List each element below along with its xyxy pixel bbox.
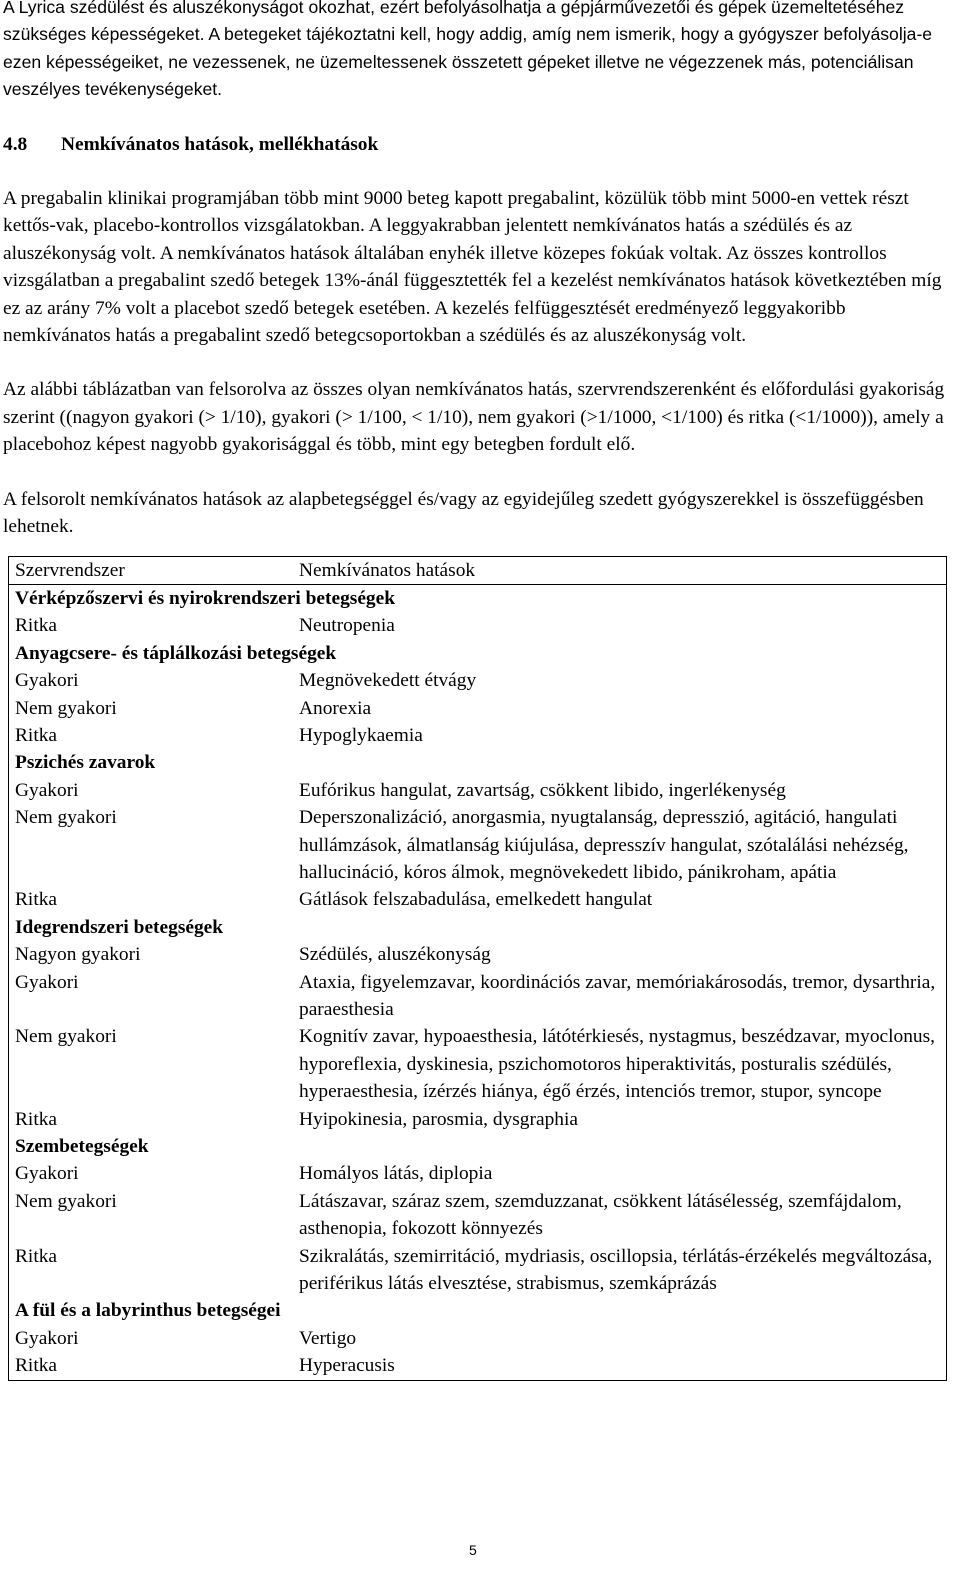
frequency-cell: Nem gyakori [15, 1026, 117, 1048]
frequency-cell: Ritka [15, 1108, 58, 1130]
frequency-cell: Ritka [15, 889, 58, 911]
body-paragraph-2: Az alábbi táblázatban van felsorolva az összes olyan nemkívánatos hatás, szervrendszerenként és előfordulási gyakoriság szerint ((nagyon gyakori (> 1/10), gyakori (> 1/100, < 1/10), nem gyakori (>1/1000, <1/100) és ritka (<1/1000)), amely a placebohoz képest nagyobb gyakorisággal és több, mint egy betegben fordult elő. [3, 379, 945, 456]
effects-cell: Hyperacusis [299, 1355, 395, 1377]
frequency-cell: Nem gyakori [15, 697, 117, 719]
table-header-row [9, 556, 947, 584]
table-row [9, 1352, 947, 1380]
body-paragraph-1: A pregabalin klinikai programjában több mint 9000 beteg kapott pregabalint, közülük több mint 5000-en vettek részt kettős-vak, placebo-kontrollos vizsgálatokban. A leggyakrabban jelentett nemkívánatos hatás a szédülés és az aluszékonyság volt. A nemkívánatos hatások általában enyhék illetve közepes fokúak voltak. Az összes kontrollos vizsgálatban a pregabalint szedő betegek 13%-ánál függesztették fel a kezelést nemkívánatos hatások következtében míg ez az arány 7% volt a placebot szedő betegek esetében. A kezelés felfüggesztését eredményező leggyakoribb nemkívánatos hatás a pregabalint szedő betegcsoportokban a szédülés és az aluszékonyság volt. [3, 188, 942, 347]
section-number: 4.8 [3, 133, 28, 155]
header-effects: Nemkívánatos hatások [293, 556, 947, 584]
frequency-cell: Gyakori [15, 1327, 79, 1349]
table-row [9, 941, 947, 968]
table-row [9, 1188, 947, 1243]
table-row [9, 612, 947, 639]
frequency-cell: Nem gyakori [15, 807, 117, 829]
frequency-cell: Gyakori [15, 670, 79, 692]
effects-cell: Hypoglykaemia [299, 724, 423, 746]
effects-cell: Szédülés, aluszékonyság [299, 944, 491, 966]
system-group-row [9, 914, 947, 941]
page-number: 5 [469, 1542, 477, 1558]
effects-cell: Eufórikus hangulat, zavartság, csökkent libido, ingerlékenység [299, 779, 786, 801]
body-paragraph-3: A felsorolt nemkívánatos hatások az alapbetegséggel és/vagy az egyidejűleg szedett gyógyszerekkel is összefüggésben lehetnek. [3, 488, 924, 538]
intro-paragraph: A Lyrica szédülést és aluszékonyságot okozhat, ezért befolyásolhatja a gépjárművezetői és gépek üzemeltetéséhez szükséges képességeket. A betegeket tájékoztatni kell, hogy addig, amíg nem ismerik, hogy a gyógyszer befolyásolja-e ezen képességeiket, ne vezessenek, ne üzemeltessenek összetett gépeket illetve ne végezzenek más, potenciálisan veszélyes tevékenységeket. [3, 0, 933, 100]
table-row [9, 777, 947, 804]
frequency-cell: Ritka [15, 1245, 58, 1267]
effects-cell: Gátlások felszabadulása, emelkedett hangulat [299, 889, 653, 911]
frequency-cell: Gyakori [15, 971, 79, 993]
table-row [9, 1325, 947, 1352]
effects-cell: Ataxia, figyelemzavar, koordinációs zavar, memóriakárosodás, tremor, dysarthria, paraesthesia [299, 971, 936, 1020]
effects-cell: Deperszonalizáció, anorgasmia, nyugtalanság, depresszió, agitáció, hangulati hullámzások, álmatlanság kiújulása, depresszív hangulat, szótalálási nehézség, hallucináció, kóros álmok, megnövekedett libido, pánikroham, apátia [299, 807, 909, 883]
effects-cell: Homályos látás, diplopia [299, 1163, 493, 1185]
system-name: Idegrendszeri betegségek [15, 916, 224, 938]
table-row [9, 886, 947, 913]
frequency-cell: Gyakori [15, 1163, 79, 1185]
section-title: Nemkívánatos hatások, mellékhatások [61, 133, 379, 155]
frequency-cell: Ritka [15, 615, 58, 637]
table-row [9, 1106, 947, 1133]
frequency-cell: Ritka [15, 1355, 58, 1377]
system-name: Vérképzőszervi és nyirokrendszeri betegségek [15, 587, 396, 609]
table-row [9, 804, 947, 886]
system-group-row [9, 640, 947, 667]
system-name: A fül és a labyrinthus betegségei [15, 1300, 281, 1322]
frequency-cell: Nem gyakori [15, 1190, 117, 1212]
effects-cell: Hyipokinesia, parosmia, dysgraphia [299, 1108, 578, 1130]
effects-cell: Kognitív zavar, hypoaesthesia, látótérkiesés, nystagmus, beszédzavar, myoclonus, hyporeflexia, dyskinesia, pszichomotoros hiperaktivitás, posturalis szédülés, hyperaesthesia, ízérzés hiánya, égő érzés, intenciós tremor, stupor, syncope [299, 1026, 935, 1103]
effects-cell: Látászavar, száraz szem, szemduzzanat, csökkent látásélesség, szemfájdalom, asthenopia, fokozott könnyezés [299, 1190, 902, 1240]
table-row [9, 1160, 947, 1187]
table-row [9, 667, 947, 694]
table-row [9, 695, 947, 722]
table-row [9, 1243, 947, 1298]
adverse-effects-table [8, 556, 947, 1381]
table-row [9, 969, 947, 1024]
system-name: Szembetegségek [15, 1136, 149, 1158]
system-group-row [9, 584, 947, 612]
effects-cell: Anorexia [299, 697, 372, 719]
system-name: Anyagcsere- és táplálkozási betegségek [15, 642, 337, 664]
effects-cell: Megnövekedett étvágy [299, 670, 477, 692]
system-group-row [9, 1297, 947, 1324]
frequency-cell: Nagyon gyakori [15, 944, 141, 966]
section-heading [3, 131, 954, 158]
system-group-row [9, 1133, 947, 1160]
table-row [9, 1023, 947, 1105]
table-row [9, 722, 947, 749]
system-group-row [9, 749, 947, 776]
effects-cell: Neutropenia [299, 615, 395, 637]
header-system: Szervrendszer [9, 556, 294, 584]
effects-cell: Vertigo [299, 1327, 357, 1349]
frequency-cell: Gyakori [15, 779, 79, 801]
frequency-cell: Ritka [15, 724, 58, 746]
system-name: Pszichés zavarok [15, 752, 156, 774]
effects-cell: Szikralátás, szemirritáció, mydriasis, oscillopsia, térlátás-érzékelés megváltozása, periférikus látás elvesztése, strabismus, szemkáprázás [299, 1245, 933, 1295]
